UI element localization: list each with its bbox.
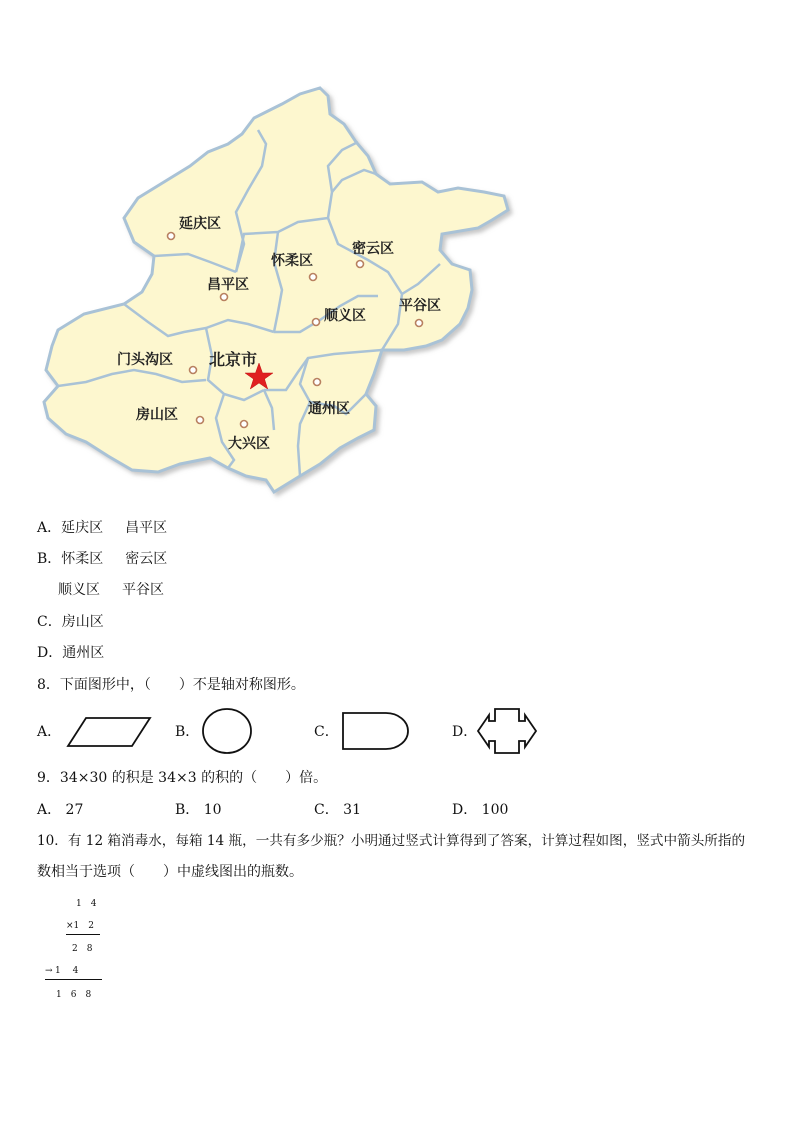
calc-line-2 bbox=[45, 979, 102, 980]
q8-option-c-label[interactable]: C． bbox=[314, 724, 339, 740]
label-fangshan: 房山区 bbox=[136, 407, 178, 423]
label-pinggu: 平谷区 bbox=[399, 298, 441, 314]
q7-option-b-row2 bbox=[58, 581, 164, 599]
q7-option-a-label: A． bbox=[37, 520, 62, 536]
circle-shape[interactable] bbox=[200, 707, 254, 755]
q7-option-b-value-2: 密云区 bbox=[125, 551, 168, 567]
calc-row-2: ×1 2 bbox=[66, 921, 94, 931]
q7-option-d-value: 通州区 bbox=[62, 645, 105, 661]
q9-option-a[interactable]: A． 27 bbox=[37, 802, 84, 818]
q7-option-b-value-4: 平谷区 bbox=[122, 582, 164, 598]
label-huairou: 怀柔区 bbox=[271, 253, 313, 269]
calc-row-4: 1 4 bbox=[55, 966, 79, 976]
label-daxing: 大兴区 bbox=[228, 436, 270, 452]
q7-option-d-label: D． bbox=[37, 645, 63, 661]
q7-option-b[interactable] bbox=[37, 550, 167, 568]
q9-option-b[interactable]: B． 10 bbox=[175, 802, 222, 818]
cross-arrow-shape[interactable] bbox=[475, 705, 541, 757]
calc-row-1: 1 4 bbox=[76, 899, 97, 909]
q7-option-a[interactable] bbox=[37, 519, 167, 537]
calc-line-1 bbox=[66, 934, 100, 935]
q7-option-a-value-2: 昌平区 bbox=[125, 520, 168, 536]
q7-option-b-value-3: 顺义区 bbox=[58, 582, 100, 598]
parallelogram-shape[interactable] bbox=[64, 715, 154, 749]
q8-option-b-label[interactable]: B． bbox=[175, 724, 200, 740]
beijing-district-map bbox=[38, 84, 518, 504]
label-miyun: 密云区 bbox=[352, 241, 394, 257]
q7-option-d[interactable] bbox=[37, 644, 104, 662]
q10-stem-line2: 数相当于选项（ ）中虚线图出的瓶数。 bbox=[37, 864, 303, 880]
calc-row-3: 2 8 bbox=[72, 944, 93, 954]
q8-option-d-label[interactable]: D． bbox=[452, 724, 478, 740]
label-yanqing: 延庆区 bbox=[179, 216, 221, 232]
q9-stem: 9．34×30 的积是 34×3 的积的（ ）倍。 bbox=[37, 770, 328, 786]
label-beijing-city: 北京市 bbox=[209, 350, 258, 369]
label-mentougou: 门头沟区 bbox=[117, 352, 173, 368]
rounded-shape[interactable] bbox=[340, 710, 412, 752]
label-changping: 昌平区 bbox=[207, 277, 249, 293]
calc-arrow-icon: → bbox=[45, 966, 53, 976]
q7-option-a-value-1: 延庆区 bbox=[61, 520, 104, 536]
q7-option-c[interactable] bbox=[37, 613, 104, 631]
q9-option-d[interactable]: D． 100 bbox=[452, 802, 509, 818]
calc-row-5: 1 6 8 bbox=[56, 990, 92, 1000]
map-outline bbox=[44, 88, 508, 492]
q10-stem-line1: 10．有 12 箱消毒水，每箱 14 瓶，一共有多少瓶？小明通过竖式计算得到了答案，计算过程如图，竖式中箭头所指的 bbox=[37, 833, 746, 849]
q7-option-b-value-1: 怀柔区 bbox=[61, 551, 104, 567]
q7-option-c-label: C． bbox=[37, 614, 62, 630]
q7-option-c-value: 房山区 bbox=[61, 614, 104, 630]
q9-option-c[interactable]: C． 31 bbox=[314, 802, 361, 818]
q7-option-b-label: B． bbox=[37, 551, 62, 567]
label-shunyi: 顺义区 bbox=[324, 308, 366, 324]
label-tongzhou: 通州区 bbox=[308, 401, 350, 417]
q8-stem: 8．下面图形中，（ ）不是轴对称图形。 bbox=[37, 677, 305, 693]
q8-option-a-label[interactable]: A． bbox=[37, 724, 62, 740]
